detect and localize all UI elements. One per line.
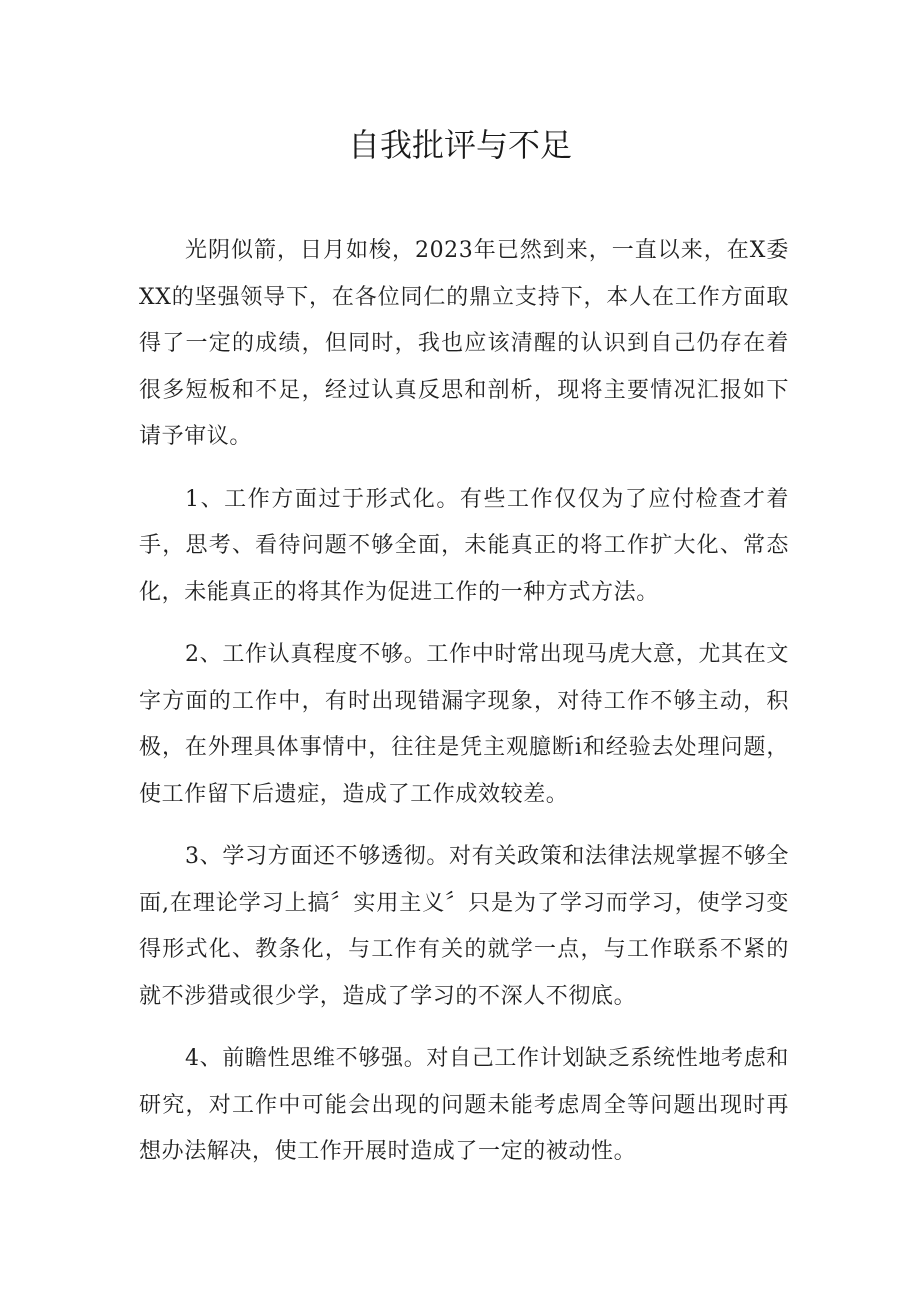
paragraph-intro: 光阴似箭，日月如梭，2023年已然到来，一直以来，在X委XX的坚强领导下，在各位同仁的鼎立支持下，本人在工作方面取得了一定的成绩，但同时，我也应该清醒的认识到自己仍存在着很多短板和不足，经过认真反思和剖析，现将主要情况汇报如下请予审议。: [139, 238, 789, 449]
document-body: [139, 228, 789, 1192]
paragraph-item-1: 1、工作方面过于形式化。有些工作仅仅为了应付检查才着手，思考、看待问题不够全面，未能真正的将工作扩大化、常态化，未能真正的将其作为促进工作的一种方式方法。: [139, 486, 789, 605]
document-title: 自我批评与不足: [347, 126, 572, 164]
paragraph-item-3: 3、学习方面还不够透彻。对有关政策和法律法规掌握不够全面,在理论学习上搞〞实用主义〞只是为了学习而学习，使学习变得形式化、教条化，与工作有关的就学一点，与工作联系不紧的就不涉猎或很少学，造成了学习的不深人不彻底。: [139, 844, 789, 1009]
paragraph-item-2: 2、工作认真程度不够。工作中时常出现马虎大意，尤其在文字方面的工作中，有时出现错漏字现象，对待工作不够主动，积极，在外理具体事情中，往往是凭主观臆断i和经验去处理问题，使工作留下后遗症，造成了工作成效较差。: [139, 642, 789, 807]
paragraph-item-4: 4、前瞻性思维不够强。对自己工作计划缺乏系统性地考虑和研究，对工作中可能会出现的问题未能考虑周全等问题出现时再想办法解决，使工作开展时造成了一定的被动性。: [139, 1046, 789, 1164]
